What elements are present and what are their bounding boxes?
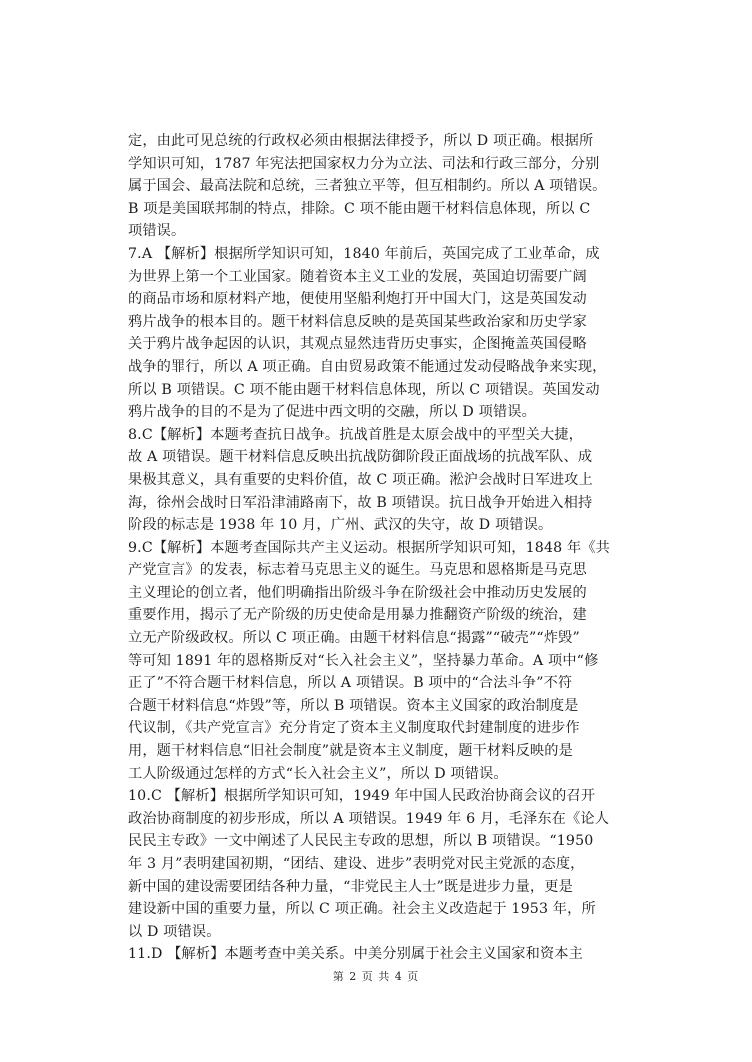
text-line: 定，由此可见总统的行政权必须由根据法律授予，所以 D 项正确。根据所 xyxy=(128,133,594,149)
text-line: 合题干材料信息“炸毁”等，所以 B 项错误。资本主义国家的政治制度是 xyxy=(128,697,579,714)
text-line: 9.C【解析】本题考查国际共产主义运动。根据所学知识可知，1848 年《共 xyxy=(128,539,610,556)
text-line: 属于国会、最高法院和总统，三者独立平等，但互相制约。所以 A 项错误。 xyxy=(128,178,607,195)
text-line: 故 A 项错误。题干材料信息反映出抗战防御阶段正面战场的抗战军队、成 xyxy=(128,449,593,466)
text-line: 政治协商制度的初步形成，所以 A 项错误。1949 年 6 月，毛泽东在《论人 xyxy=(128,810,610,827)
text-line: 立无产阶级政权。所以 C 项正确。由题干材料信息“揭露”“破壳”“炸毁” xyxy=(128,630,580,647)
text-line: 战争的罪行，所以 A 项正确。自由贸易政策不能通过发动侵略战争来实现， xyxy=(128,358,607,375)
text-line: 10.C 【解析】根据所学知识可知，1949 年中国人民政治协商会议的召开 xyxy=(128,788,596,805)
text-line: 正了”不符合题干材料信息，所以 A 项错误。B 项中的“合法斗争”不符 xyxy=(128,675,573,692)
text-line: 用，题干材料信息“旧社会制度”就是资本主义制度，题干材料反映的是 xyxy=(128,743,573,760)
page-body xyxy=(128,130,628,966)
page-footer: 第 2 页 共 4 页 xyxy=(332,970,420,983)
text-line: 11.D 【解析】本题考查中美关系。中美分别属于社会主义国家和资本主 xyxy=(128,946,583,963)
text-line: 项错误。 xyxy=(128,223,186,240)
text-line: 产党宣言》的发表，标志着马克思主义的诞生。马克思和恩格斯是马克思 xyxy=(128,562,587,579)
text-line: 关于鸦片战争起因的认识，其观点显然违背历史事实，企图掩盖英国侵略 xyxy=(128,336,587,353)
text-line: 工人阶级通过怎样的方式“长入社会主义”，所以 D 项错误。 xyxy=(128,765,508,782)
text-line: 代议制，《共产党宣言》充分肯定了资本主义制度取代封建制度的进步作 xyxy=(128,720,580,737)
text-line: B 项是美国联邦制的特点，排除。C 项不能由题干材料信息体现，所以 C xyxy=(128,200,591,217)
text-line: 8.C【解析】本题考查抗日战争。抗战首胜是太原会战中的平型关大捷， xyxy=(128,426,583,443)
text-line: 为世界上第一个工业国家。随着资本主义工业的发展，英国迫切需要广阔 xyxy=(128,268,587,285)
text-line: 学知识可知，1787 年宪法把国家权力分为立法、司法和行政三部分，分别 xyxy=(128,155,600,172)
text-line: 年 3 月”表明建国初期，“团结、建设、进步”表明党对民主党派的态度， xyxy=(128,856,585,872)
text-line: 以 D 项错误。 xyxy=(128,923,221,940)
text-line: 7.A 【解析】根据所学知识可知，1840 年前后，英国完成了工业革命，成 xyxy=(128,245,600,262)
text-line: 建设新中国的重要力量，所以 C 项正确。社会主义改造起于 1953 年，所 xyxy=(128,901,596,918)
text-line: 鸦片战争的目的不是为了促进中西文明的交融，所以 D 项错误。 xyxy=(128,404,536,421)
text-line: 果极其意义，具有重要的史料价值，故 C 项正确。淞沪会战时日军进攻上 xyxy=(128,471,593,488)
text-line: 主义理论的创立者，他们明确指出阶级斗争在阶级社会中推动历史发展的 xyxy=(128,584,587,601)
text-line: 所以 B 项错误。C 项不能由题干材料信息体现，所以 C 项错误。英国发动 xyxy=(128,381,600,398)
text-line: 等可知 1891 年的恩格斯反对“长入社会主义”，坚持暴力革命。A 项中“修 xyxy=(128,652,599,669)
text-line: 的商品市场和原材料产地，便使用坚船利炮打开中国大门，这是英国发动 xyxy=(128,291,587,308)
text-line: 新中国的建设需要团结各种力量，“非党民主人士”既是进步力量，更是 xyxy=(128,878,573,895)
text-line: 阶段的标志是 1938 年 10 月，广州、武汉的失守，故 D 项错误。 xyxy=(128,517,553,534)
text-line: 鸦片战争的根本目的。题干材料信息反映的是英国某些政治家和历史学家 xyxy=(128,313,587,330)
text-line: 海，徐州会战时日军沿津浦路南下，故 B 项错误。抗日战争开始进入相持 xyxy=(128,494,593,511)
text-line: 重要作用，揭示了无产阶级的历史使命是用暴力推翻资产阶级的统治，建 xyxy=(128,607,587,624)
text-line: 民民主专政》一文中阐述了人民民主专政的思想，所以 B 项错误。“1950 xyxy=(128,833,594,850)
